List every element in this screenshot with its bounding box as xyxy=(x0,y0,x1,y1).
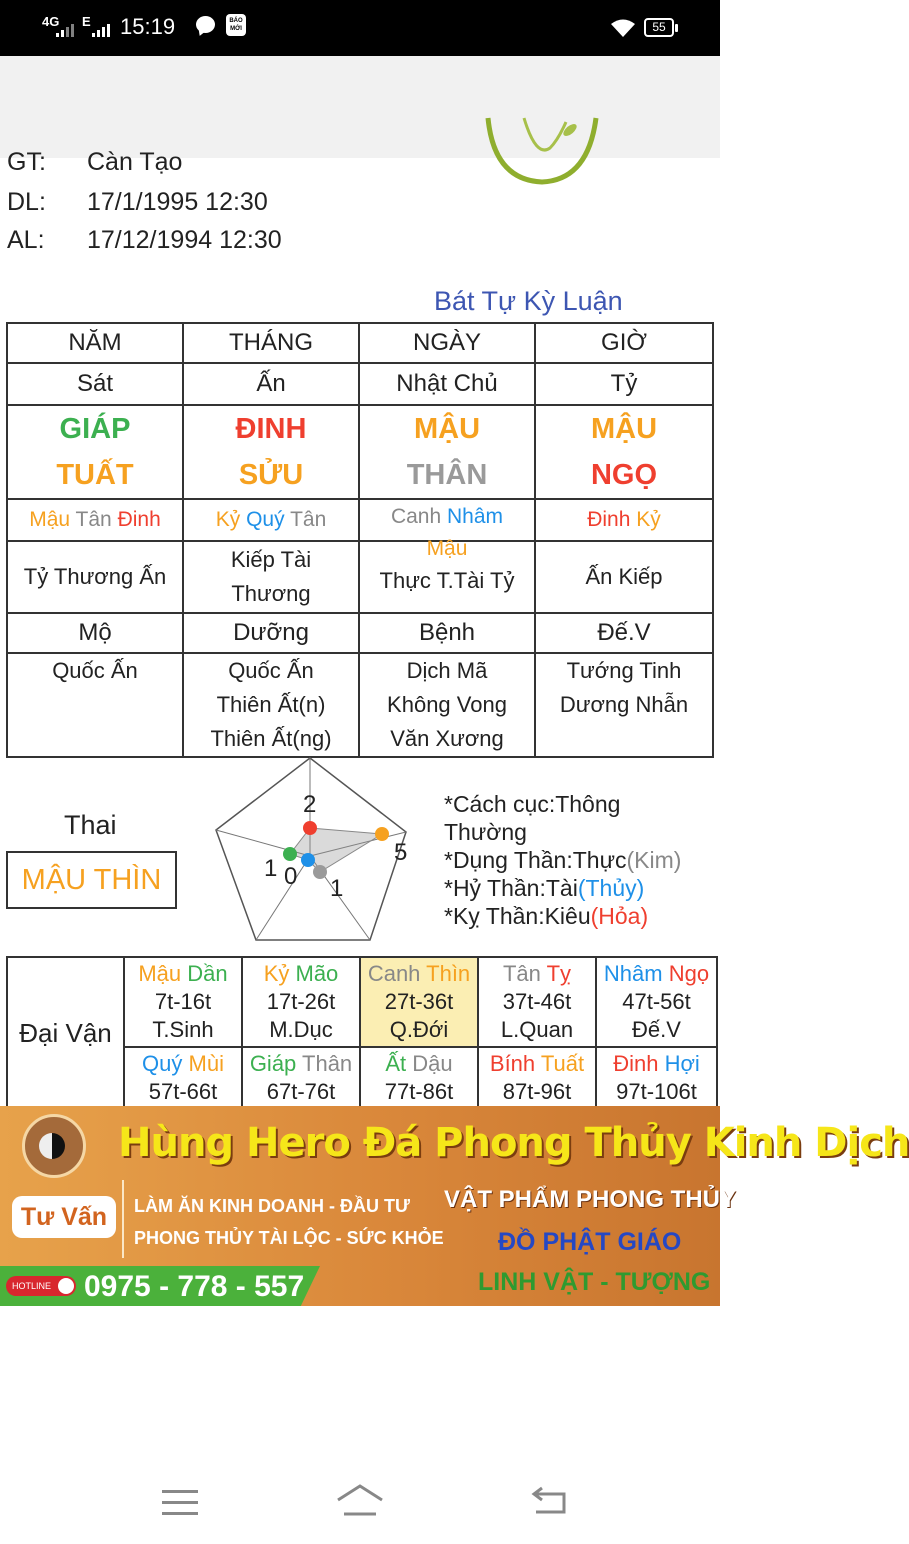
note-line xyxy=(444,902,681,930)
metal-value: 1 xyxy=(330,875,344,902)
pillar-gio xyxy=(535,405,713,499)
note-line: *Cách cục:Thông xyxy=(444,791,621,817)
dv-age: 97t-106t xyxy=(616,1079,697,1104)
hidden-stem: Quý xyxy=(246,508,285,531)
dv-stem: Tân xyxy=(502,961,541,986)
ten-god-thang: Ấn xyxy=(183,363,359,405)
five-elements-pentagon xyxy=(210,756,440,946)
life-stage-nam: Mộ xyxy=(7,613,183,653)
hidden-stem-mau: Mậu xyxy=(426,537,468,560)
star-item: Thiên Ất(ng) xyxy=(210,726,332,751)
brand-logo-icon xyxy=(484,118,600,198)
hidden-stem: Mậu xyxy=(29,508,71,531)
service-line-1: LÀM ĂN KINH DOANH - ĐẦU TƯ xyxy=(134,1196,410,1216)
dv-stem: Giáp xyxy=(249,1051,297,1076)
earth-point xyxy=(375,827,389,841)
hidden-stem: Tân xyxy=(75,508,112,531)
dl-label: DL: xyxy=(7,188,46,216)
dv-age: 27t-36t xyxy=(384,989,454,1014)
stars-thang xyxy=(183,653,359,757)
advert-banner[interactable] xyxy=(0,1106,909,1306)
fire-value: 2 xyxy=(303,791,317,818)
hidden-gods-gio: Ấn Kiếp xyxy=(535,541,713,613)
water-value: 0 xyxy=(284,863,298,890)
pillar-thang xyxy=(183,405,359,499)
baomoi-app-icon: BÁO MỚI xyxy=(226,14,246,36)
dv-stem: Quý xyxy=(142,1051,183,1076)
signal-icon-1 xyxy=(56,24,74,37)
star-item: Không Vong xyxy=(387,692,507,717)
hidden-stems-gio xyxy=(535,499,713,541)
water-point xyxy=(301,853,315,867)
dv-stem: Bính xyxy=(489,1051,536,1076)
stem-ngay: MẬU xyxy=(413,413,481,445)
header-thang: THÁNG xyxy=(183,323,359,363)
hidden-gods-line: Kiếp Tài xyxy=(230,547,312,572)
dai-van-cell xyxy=(596,957,717,1047)
star-item: Văn Xương xyxy=(390,726,504,751)
stem-branch-row xyxy=(7,405,713,499)
hidden-stem: Đinh xyxy=(117,508,161,531)
stem-thang: ĐINH xyxy=(235,413,307,445)
dv-branch: Thân xyxy=(302,1051,353,1076)
hidden-gods-ngay xyxy=(359,537,535,613)
dv-age: 77t-86t xyxy=(384,1079,454,1104)
divider xyxy=(122,1180,124,1258)
dv-stem: Canh xyxy=(367,961,421,986)
dv-branch: Tuất xyxy=(540,1051,585,1076)
wifi-icon xyxy=(610,18,636,38)
dv-stem: Kỷ xyxy=(263,961,290,986)
star-item: Quốc Ấn xyxy=(228,658,314,683)
hidden-stem: Kỷ xyxy=(215,508,241,531)
branch-nam: TUẤT xyxy=(56,459,134,491)
fire-point xyxy=(303,821,317,835)
pillar-ngay xyxy=(359,405,535,499)
branch-ngay: THÂN xyxy=(406,459,488,491)
note-line xyxy=(444,846,681,874)
ten-god-gio: Tỷ xyxy=(535,363,713,405)
stem-nam: GIÁP xyxy=(59,413,131,445)
dai-van-cell xyxy=(242,1047,360,1109)
al-value: 17/12/1994 12:30 xyxy=(87,226,282,254)
product-line-3: LINH VẬT - TƯỢNG xyxy=(478,1268,711,1296)
tu-van-button[interactable]: Tư Vấn xyxy=(12,1196,116,1238)
header-ngay: NGÀY xyxy=(359,323,535,363)
wood-value: 1 xyxy=(264,855,278,882)
star-item: Dương Nhẫn xyxy=(559,692,689,717)
hidden-gods-line: Thương xyxy=(231,581,311,606)
life-stage-ngay: Bệnh xyxy=(359,613,535,653)
hidden-gods-thang xyxy=(183,541,359,613)
dv-stem: Đinh xyxy=(613,1051,659,1076)
dai-van-cell xyxy=(242,957,360,1047)
stem-gio: MẬU xyxy=(590,413,658,445)
hidden-gods-nam: Tỷ Thương Ấn xyxy=(7,541,183,613)
bazi-chart-image[interactable] xyxy=(0,56,720,1104)
thai-label: Thai xyxy=(64,810,117,840)
dv-stem: Ất xyxy=(385,1051,407,1076)
dai-van-table xyxy=(6,956,718,1110)
dv-stage: M.Dục xyxy=(269,1017,333,1042)
ten-god-nam: Sát xyxy=(7,363,183,405)
dl-row xyxy=(7,188,268,217)
network-type-1: 4G xyxy=(42,14,60,29)
life-stage-gio: Đế.V xyxy=(535,613,713,653)
hotline-badge: HOTLINE xyxy=(6,1276,76,1296)
dv-branch: Dần xyxy=(187,961,228,986)
home-icon[interactable] xyxy=(336,1484,384,1518)
dv-stage: Q.Đới xyxy=(389,1017,449,1042)
header-row xyxy=(7,323,713,363)
note-element: (Hỏa) xyxy=(590,903,649,929)
dv-age: 7t-16t xyxy=(154,989,212,1014)
gt-value: Càn Tạo xyxy=(87,148,183,176)
product-line-2: ĐỒ PHẬT GIÁO xyxy=(498,1228,682,1256)
dv-stem: Nhâm xyxy=(603,961,663,986)
hidden-stem: Đinh xyxy=(587,508,631,531)
hidden-stem: Kỷ xyxy=(636,508,661,531)
hidden-stems-thang xyxy=(183,499,359,541)
hotline-number[interactable]: 0975 - 778 - 557 xyxy=(84,1270,305,1303)
status-bar xyxy=(0,0,720,56)
dv-branch: Ngọ xyxy=(668,961,710,986)
dv-branch: Hợi xyxy=(664,1051,700,1076)
star-item: Quốc Ấn xyxy=(52,658,138,683)
star-item: Thiên Ất(n) xyxy=(216,692,326,717)
message-icon xyxy=(196,16,215,33)
hidden-stem: Nhâm xyxy=(447,505,504,528)
stars-ngay xyxy=(359,653,535,757)
dv-age: 17t-26t xyxy=(266,989,336,1014)
ten-god-row xyxy=(7,363,713,405)
header-gio: GIỜ xyxy=(535,323,713,363)
service-line-2: PHONG THỦY TÀI LỘC - SỨC KHỎE xyxy=(134,1228,444,1248)
back-icon[interactable] xyxy=(530,1486,570,1518)
dv-stage: T.Sinh xyxy=(152,1017,214,1042)
al-label: AL: xyxy=(7,226,45,254)
note-line: Thường xyxy=(444,819,527,845)
branch-thang: SỬU xyxy=(238,459,304,491)
dv-branch: Dậu xyxy=(412,1051,453,1076)
chart-paper xyxy=(0,148,720,1104)
note-text: *Kỵ Thần:Kiêu xyxy=(444,903,591,929)
header-nam: NĂM xyxy=(7,323,183,363)
dai-van-cell-current xyxy=(360,957,478,1047)
dv-age: 47t-56t xyxy=(622,989,691,1014)
dv-branch: Thìn xyxy=(426,961,471,986)
dv-stem: Mậu xyxy=(138,961,182,986)
note-element: (Thủy) xyxy=(577,875,645,901)
yin-yang-icon xyxy=(39,1133,65,1159)
pillars-table xyxy=(6,322,714,758)
brand-title: Bát Tự Kỳ Luận xyxy=(434,286,623,316)
banner-title: Hùng Hero Đá Phong Thủy Kinh Dịch xyxy=(118,1120,909,1166)
analysis-notes xyxy=(444,790,681,930)
metal-point xyxy=(313,865,327,879)
wood-point xyxy=(283,847,297,861)
hidden-stem: Canh xyxy=(390,505,442,528)
dv-branch: Mão xyxy=(295,961,339,986)
note-text: *Hỷ Thần:Tài xyxy=(444,875,578,901)
dv-age: 67t-76t xyxy=(266,1079,336,1104)
note-element: (Kim) xyxy=(626,847,682,873)
hidden-gods-row xyxy=(7,541,713,613)
hidden-stems-nam xyxy=(7,499,183,541)
battery-icon: 55 xyxy=(644,18,674,37)
ten-god-ngay: Nhật Chủ xyxy=(359,363,535,405)
note-text: *Dụng Thần:Thực xyxy=(444,847,627,873)
network-type-2: E xyxy=(82,14,91,29)
hidden-stem: Tân xyxy=(290,508,327,531)
navigation-bar xyxy=(0,1460,720,1544)
al-row xyxy=(7,226,282,255)
signal-icon-2 xyxy=(92,24,110,37)
dv-age: 87t-96t xyxy=(502,1079,572,1104)
gt-label: GT: xyxy=(7,148,46,176)
hidden-stems-ngay xyxy=(359,499,535,541)
hidden-stems-row xyxy=(7,499,713,541)
clock: 15:19 xyxy=(120,14,176,39)
life-stage-thang: Dưỡng xyxy=(183,613,359,653)
dv-stage: Đế.V xyxy=(632,1017,681,1042)
dai-van-cell xyxy=(124,1047,242,1109)
star-item: Dịch Mã xyxy=(406,658,488,683)
stars-row xyxy=(7,653,713,757)
dai-van-label: Đại Vận xyxy=(7,957,124,1109)
dl-value: 17/1/1995 12:30 xyxy=(87,188,268,216)
dai-van-cell xyxy=(478,1047,596,1109)
menu-icon[interactable] xyxy=(162,1488,198,1516)
dv-branch: Tỵ xyxy=(546,961,572,986)
product-line-1: VẬT PHẨM PHONG THỦY xyxy=(444,1186,737,1213)
hidden-gods-line: Thực T.Tài Tỷ xyxy=(379,568,515,593)
thai-value: MẬU THÌN xyxy=(6,851,177,909)
note-line xyxy=(444,874,681,902)
branch-gio: NGỌ xyxy=(590,459,658,491)
star-item: Tướng Tinh xyxy=(566,658,682,683)
dv-age: 37t-46t xyxy=(502,989,572,1014)
dai-van-cell xyxy=(596,1047,717,1109)
stars-gio xyxy=(535,653,713,757)
stars-nam xyxy=(7,653,183,757)
dai-van-cell xyxy=(124,957,242,1047)
gt-row xyxy=(7,148,182,177)
dai-van-cell xyxy=(478,957,596,1047)
dai-van-row xyxy=(7,957,717,1047)
dai-van-cell xyxy=(360,1047,478,1109)
shop-avatar xyxy=(22,1114,86,1178)
pillar-nam xyxy=(7,405,183,499)
dv-stage: L.Quan xyxy=(500,1017,574,1042)
life-stage-row xyxy=(7,613,713,653)
earth-value: 5 xyxy=(394,839,408,866)
dv-age: 57t-66t xyxy=(148,1079,218,1104)
dv-branch: Mùi xyxy=(188,1051,224,1076)
